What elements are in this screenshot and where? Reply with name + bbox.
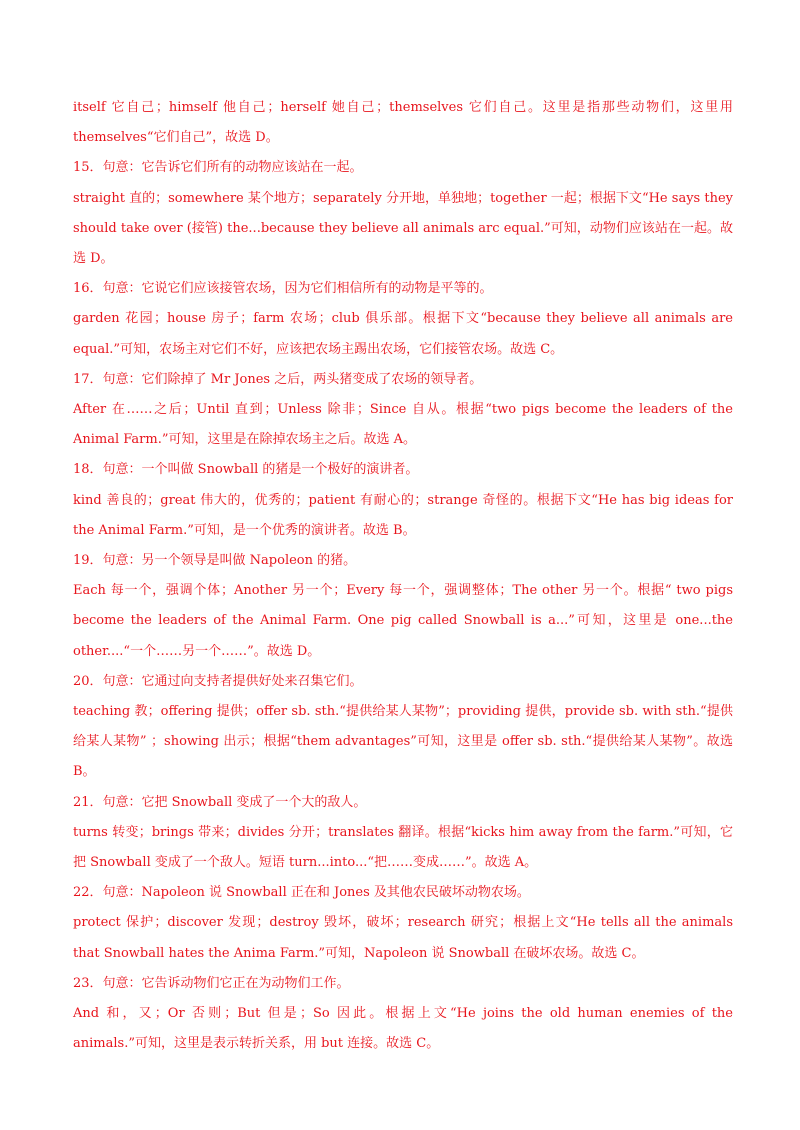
explanation-23: And 和，又；Or 否则；But 但是；So 因此。根据上文“He joins the old human enemies of the animals.”可知，这里是表示转折关系，用 but 连接。故选 C。	[73, 1006, 733, 1052]
explanation-16: garden 花园；house 房子；farm 农场；club 俱乐部。根据下文“because they believe all animals are equal.”可知，农场主对它们不好，应该把农场主踢出农场，它们接管农场。故选 C。	[73, 311, 733, 357]
explanation-20: teaching 教；offering 提供；offer sb. sth.“提供给某人某物”；providing 提供，provide sb. with sth.“提供给某人某物” ；showing 出示；根据“them advantages”可知，这里是 offer sb. sth.“提供给某人某物”。故选 B。	[73, 704, 733, 780]
explanation-15: straight 直的；somewhere 某个地方；separately 分开地，单独地；together 一起；根据下文“He says they should take over (接管) the...because they believe all animals arc equal.”可知，动物们应该站在一起。故选 D。	[73, 190, 733, 267]
question-21-meaning: 21．句意：它把 Snowball 变成了一个大的敌人。	[73, 794, 367, 810]
explanation-22: protect 保护；discover 发现；destroy 毁坏，破坏；research 研究；根据上文“He tells all the animals that Snowball hates the Anima Farm.”可知，Napoleon 说 Snowball 在破坏农场。故选 C。	[73, 915, 733, 961]
question-19-meaning: 19．句意：另一个领导是叫做 Napoleon 的猪。	[73, 553, 357, 569]
question-23-meaning: 23．句意：它告诉动物们它正在为动物们工作。	[73, 975, 350, 991]
explanation-19: Each 每一个，强调个体；Another 另一个；Every 每一个，强调整体；The other 另一个。根据“ two pigs become the leaders of the Animal Farm. One pig called Snowball is a...”可知，这里是 one...the other....“一个……另一个……”。故选 D。	[73, 583, 733, 659]
explanation-21: turns 转变；brings 带来；divides 分开；translates 翻译。根据“kicks him away from the farm.”可知，它把 Snowball 变成了一个敌人。短语 turn...into...“把……变成……”。故选 A。	[73, 824, 733, 871]
question-18-meaning: 18．句意：一个叫做 Snowball 的猪是一个极好的演讲者。	[73, 462, 419, 478]
answer-explanations	[73, 93, 733, 1060]
explanation-18: kind 善良的；great 伟大的，优秀的；patient 有耐心的；strange 奇怪的。根据下文“He has big ideas for the Animal Farm.”可知，是一个优秀的演讲者。故选 B。	[73, 492, 733, 538]
question-17-meaning: 17．句意：它们除掉了 Mr Jones 之后，两头猪变成了农场的领导者。	[73, 371, 483, 387]
explanation-14-continued: itself 它自己；himself 他自己；herself 她自己；themselves 它们自己。这里是指那些动物们，这里用 themselves“它们自己”，故选 D。	[73, 100, 733, 146]
question-16-meaning: 16．句意：它说它们应该接管农场，因为它们相信所有的动物是平等的。	[73, 281, 493, 297]
question-15-meaning: 15．句意：它告诉它们所有的动物应该站在一起。	[73, 160, 363, 176]
question-22-meaning: 22．句意：Napoleon 说 Snowball 正在和 Jones 及其他农民破坏动物农场。	[73, 885, 530, 901]
explanation-17: After 在……之后；Until 直到；Unless 除非；Since 自从。根据“two pigs become the leaders of the Animal Farm.”可知，这里是在除掉农场主之后。故选 A。	[73, 402, 733, 448]
question-20-meaning: 20．句意：它通过向支持者提供好处来召集它们。	[73, 673, 363, 689]
